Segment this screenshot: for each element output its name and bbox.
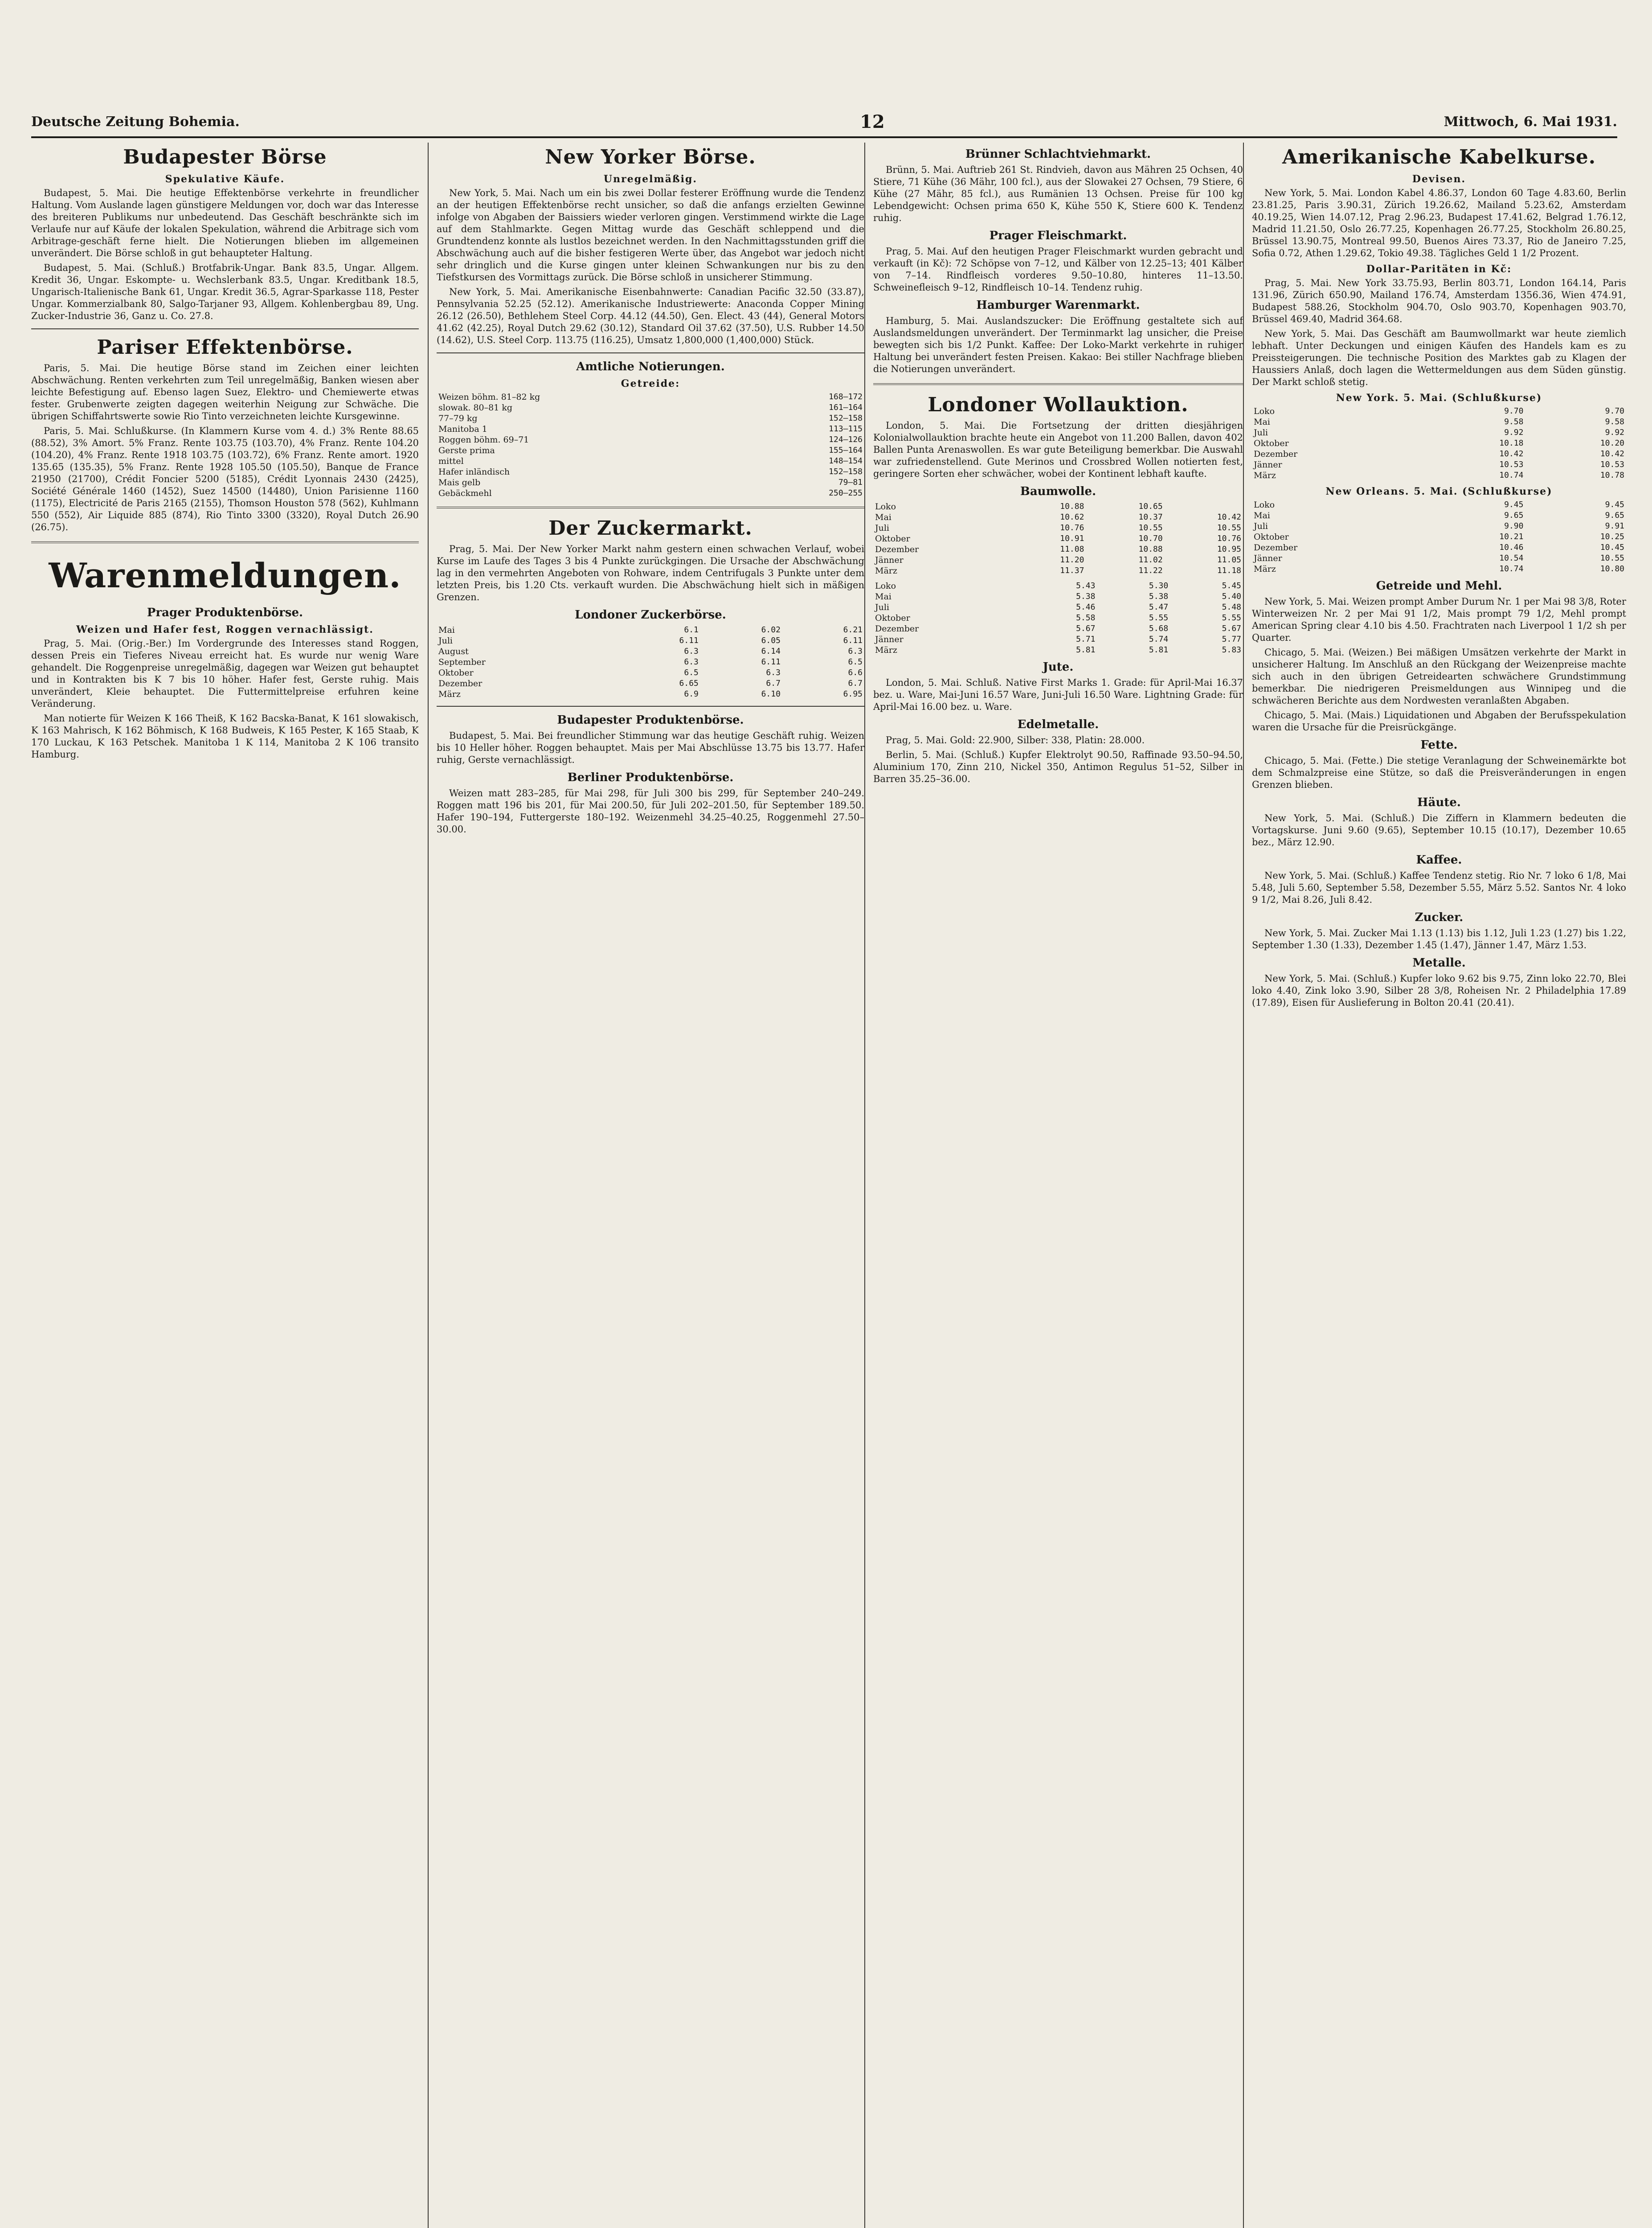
- row-value: 79–81: [838, 478, 863, 487]
- row-label: Oktober: [438, 668, 474, 678]
- table-row: [1252, 449, 1626, 459]
- row-value: 10.74: [1499, 564, 1524, 573]
- row-value: 5.68: [1149, 624, 1169, 633]
- table-row: [1252, 564, 1626, 574]
- table-row: [437, 689, 864, 700]
- table-row: [437, 413, 864, 424]
- row-label: Juli: [1254, 521, 1268, 531]
- row-value: 10.18: [1499, 438, 1524, 448]
- row-value: 11.18: [1217, 566, 1241, 575]
- row-label: Loko: [1254, 406, 1275, 416]
- page-number: 12: [860, 111, 885, 132]
- row-value: 11.08: [1060, 545, 1084, 554]
- table-row: [1252, 427, 1626, 438]
- wollauktion-report: London, 5. Mai. Die Fortsetzung der dritten diesjährigen Kolonialwollauktion brachte heute ein Angebot von 11.200 Ballen, davon 402 Ballen Punta Arenaswollen. Es war gute Beteiligung bemerkbar. Die Auswahl war zufriedenstellend. Gute Merinos und Crossbred Wollen notierten fest, geringere Sorten eher schwächer, wobei der Kontinent lebhaft kaufte.: [873, 420, 1243, 479]
- fleischmarkt-title: Prager Fleischmarkt.: [989, 229, 1127, 242]
- row-value: 9.92: [1605, 428, 1624, 437]
- row-value: 6.7: [848, 679, 863, 688]
- table-row: [1252, 510, 1626, 521]
- budapest-boerse-title: Budapester Börse: [123, 146, 327, 168]
- row-value: 6.02: [761, 625, 781, 635]
- row-value: 5.58: [1076, 613, 1096, 623]
- chicago-mais-report: Chicago, 5. Mai. (Mais.) Liquidationen und Abgaben der Berufsspekulation waren die Ursache für die Preisrückgänge.: [1252, 710, 1626, 733]
- row-value: 6.3: [848, 647, 863, 656]
- chicago-weizen-report: Chicago, 5. Mai. (Weizen.) Bei mäßigen Umsätzen verkehrte der Markt in unsicherer Haltung. Im Anschluß an den Rückgang der Weizenpreise machte sich auch in den übrigen Getreidearten schwächere Grundstimmung bemerkbar. Die niedrigeren Preismeldungen aus Winnipeg und die schwächeren Berichte aus dem Nordwesten veranlaßten Abgaben.: [1252, 647, 1626, 706]
- row-value: 5.55: [1149, 613, 1169, 623]
- berliner-produktenboerse-report: Weizen matt 283–285, für Mai 298, für Juli 300 bis 299, für September 240–249. Roggen matt 196 bis 201, für Mai 200.50, für Juli 202–201.50, für September 189.50. Hafer 190–194, Futtergerste 180–192. Weizenmehl 34.25–40.25, Roggenmehl 27.50–30.00.: [437, 788, 864, 835]
- ny-baumwolle-table: [1252, 406, 1626, 481]
- row-value: 5.43: [1076, 581, 1096, 590]
- divider: [437, 352, 864, 353]
- row-value: 9.92: [1504, 428, 1524, 437]
- budapester-produktenboerse-report: Budapest, 5. Mai. Bei freundlicher Stimmung war das heutige Geschäft ruhig. Weizen bis 10 Heller höher. Roggen behauptet. Mais per Mai Abschlüsse 13.75 bis 13.77. Hafer ruhig, Gerste vernachlässigt.: [437, 730, 864, 765]
- row-value: 9.70: [1504, 406, 1524, 416]
- row-value: 6.14: [761, 647, 781, 656]
- row-value: 11.05: [1217, 555, 1241, 565]
- table-row: [437, 657, 864, 668]
- row-label: Roggen böhm. 69–71: [438, 435, 529, 445]
- row-label: mittel: [438, 456, 464, 466]
- table-row: [1252, 542, 1626, 553]
- row-label: Gerste prima: [438, 446, 495, 455]
- row-label: März: [1254, 564, 1276, 574]
- row-value: 10.80: [1600, 564, 1624, 573]
- table-row: [873, 512, 1243, 523]
- row-value: 6.7: [766, 679, 781, 688]
- row-value: 10.95: [1217, 545, 1241, 554]
- table-row: [437, 635, 864, 646]
- haeute-report: New York, 5. Mai. (Schluß.) Die Ziffern in Klammern bedeuten die Vortagskurse. Juni 9.60 (9.65), September 10.15 (10.17), Dezember 10.65 bez., März 12.90.: [1252, 813, 1626, 848]
- getreide-table: [437, 392, 864, 499]
- row-value: 10.65: [1138, 502, 1163, 511]
- row-value: 11.37: [1060, 566, 1084, 575]
- column-4: [1243, 143, 1626, 2228]
- table-row: [873, 501, 1243, 512]
- divider: [437, 706, 864, 707]
- haeute-title: Häute.: [1417, 796, 1461, 809]
- row-value: 6.5: [848, 657, 863, 667]
- table-row: [873, 555, 1243, 565]
- row-value: 6.3: [684, 647, 699, 656]
- edelmetalle-title: Edelmetalle.: [1017, 718, 1099, 731]
- row-label: Loko: [875, 502, 896, 512]
- row-label: Juli: [438, 636, 453, 646]
- row-label: August: [438, 647, 469, 656]
- dollar-paritaeten-label: Dollar-Paritäten in Kč:: [1366, 263, 1512, 275]
- row-label: Mais gelb: [438, 478, 481, 487]
- row-value: 5.81: [1076, 645, 1096, 655]
- getreide-label: Getreide:: [621, 378, 680, 389]
- table-row: [437, 392, 864, 402]
- table-row: [437, 467, 864, 477]
- row-label: Dezember: [1254, 449, 1298, 459]
- row-value: 9.65: [1605, 511, 1624, 520]
- row-label: September: [438, 657, 486, 667]
- table-row: [1252, 438, 1626, 449]
- schlachtviehmarkt-report: Brünn, 5. Mai. Auftrieb 261 St. Rindvieh, davon aus Mähren 25 Ochsen, 40 Stiere, 71 Kühe (36 Mähr, 100 fcl.), aus der Slowakei 27 Ochsen, 79 Stiere, 6 Kühe (27 Mähr, 85 fcl.), aus Rumänien 13 Ochsen. Preise für 100 kg Lebendgewicht: Ochsen prima 650 K, Kühe 550 K, Stiere 600 K. Tendenz ruhig.: [873, 164, 1243, 223]
- row-label: Mai: [1254, 417, 1270, 427]
- row-value: 6.6: [848, 668, 863, 677]
- new-orleans-table: [1252, 500, 1626, 574]
- row-value: 6.95: [843, 689, 863, 699]
- divider: [437, 507, 864, 508]
- row-value: 124–126: [829, 435, 863, 444]
- paris-quotes: Paris, 5. Mai. Schlußkurse. (In Klammern Kurse vom 4. d.) 3% Rente 88.65 (88.52), 3% Amort. 5% Franz. Rente 103.75 (103.70), 4% Franz. Rente 104.20 (104.20), 4% Franz. Rente 1918 103.75 (103.72), 6% Franz. Rente amort. 1920 135.65 (135.35), 5% Franz. Rente 1928 105.50 (105.50), Banque de France 21950 (21700), Crédit Foncier 5200 (5185), Crédit Lyonnais 2430 (2425), Société Générale 1460 (1452), Suez 14500 (14480), Union Parisienne 1160 (1175), Electricité de Paris 2165 (2155), Thomson Houston 578 (562), Kuhlmann 550 (552), Air Liquide 885 (874), Rio Tinto 3300 (3320), Royal Dutch 26.90 (26.75).: [31, 426, 419, 532]
- row-label: März: [875, 566, 897, 576]
- fette-report: Chicago, 5. Mai. (Fette.) Die stetige Veranlagung der Schweinemärkte bot dem Schmalzpreise eine Stütze, so daß die Preisveränderungen in engen Grenzen blieben.: [1252, 755, 1626, 790]
- row-label: Hafer inländisch: [438, 467, 510, 477]
- row-label: Weizen böhm. 81–82 kg: [438, 392, 540, 402]
- row-label: Gebäckmehl: [438, 488, 492, 498]
- row-value: 9.91: [1605, 521, 1624, 531]
- wollauktion-title: Londoner Wollauktion.: [928, 393, 1189, 416]
- schlachtviehmarkt-title: Brünner Schlachtviehmarkt.: [965, 147, 1151, 161]
- masthead: Deutsche Zeitung Bohemia.: [31, 114, 240, 130]
- kaffee-report: New York, 5. Mai. (Schluß.) Kaffee Tendenz stetig. Rio Nr. 7 loko 6 1/8, Mai 5.48, Juli 5.60, September 5.58, Dezember 5.55, März 5.52. Santos Nr. 4 loko 9 1/2, Mai 8.26, Juli 8.42.: [1252, 870, 1626, 905]
- row-label: Dezember: [1254, 543, 1298, 553]
- table-row: [437, 488, 864, 499]
- kaffee-title: Kaffee.: [1416, 853, 1462, 867]
- row-label: Loko: [875, 581, 896, 591]
- row-value: 10.74: [1499, 471, 1524, 480]
- row-value: 5.47: [1149, 602, 1169, 612]
- hamburger-warenmarkt-report: Hamburg, 5. Mai. Auslandszucker: Die Eröffnung gestaltete sich auf Auslandsmeldungen unverändert. Der Terminmarkt lag unsicher, die Preise bewegten sich bis 1/2 Punkt. Kaffee: Der Loko-Markt verkehrte in ruhiger Haltung bei unverändert festen Preisen. Kakao: Bei stiller Nachfrage blieben die Notierungen unverändert.: [873, 315, 1243, 374]
- row-value: 11.22: [1138, 566, 1163, 575]
- row-value: 9.58: [1605, 417, 1624, 426]
- row-value: 10.46: [1499, 543, 1524, 552]
- row-value: 5.71: [1076, 635, 1096, 644]
- kabelkurse-title: Amerikanische Kabelkurse.: [1282, 146, 1596, 168]
- prager-produktenboerse-title: Prager Produktenbörse.: [147, 606, 303, 619]
- row-label: Loko: [1254, 500, 1275, 510]
- table-row: [873, 565, 1243, 576]
- column-1: [31, 143, 419, 2228]
- row-value: 6.11: [761, 657, 781, 667]
- row-value: 10.53: [1499, 460, 1524, 469]
- row-value: 5.67: [1222, 624, 1241, 633]
- row-label: Manitoba 1: [438, 424, 487, 434]
- divider: [31, 328, 419, 329]
- table-row: [437, 445, 864, 456]
- row-label: Oktober: [1254, 438, 1289, 448]
- row-value: 11.20: [1060, 555, 1084, 565]
- table-row: [873, 581, 1243, 591]
- table-row: [1252, 459, 1626, 470]
- row-value: 10.55: [1138, 523, 1163, 532]
- row-label: Juli: [1254, 428, 1268, 438]
- row-label: Oktober: [1254, 532, 1289, 542]
- berlin-metalle-report: Berlin, 5. Mai. (Schluß.) Kupfer Elektrolyt 90.50, Raffinade 93.50–94.50, Aluminium 170, Zinn 210, Nickel 350, Antimon Regulus 51–52, Silber in Barren 35.25–36.00.: [873, 749, 1243, 784]
- paris-report: Paris, 5. Mai. Die heutige Börse stand im Zeichen einer leichten Abschwächung. Renten verkehrten zum Teil unregelmäßig, Banken wiesen aber leichte Befestigung auf. Ebenso lagen Suez, Elektro- und Chemiewerte etwas fester. Grubenwerte zeigten dagegen weiterhin Neigung zur Schwäche. Die übrigen Schiffahrtswerte sowie Rio Tinto verzeichneten leichte Kursgewinne.: [31, 363, 419, 422]
- budapester-produktenboerse-title: Budapester Produktenbörse.: [557, 713, 744, 727]
- row-value: 6.3: [684, 657, 699, 667]
- row-value: 113–115: [829, 424, 863, 434]
- baumwolle-ny-report: New York, 5. Mai. Das Geschäft am Baumwollmarkt war heute ziemlich lebhaft. Unter Deckungen und einigen Käufen des Handels kam es zu Preissteigerungen. Die technische Position des Marktes gab zu Klagen der Haussiers Anlaß, doch lagen die Wettermeldungen aus dem Süden günstig. Der Markt schloß stetig.: [1252, 328, 1626, 387]
- row-label: slowak. 80–81 kg: [438, 403, 513, 413]
- budapest-quotes: Budapest, 5. Mai. (Schluß.) Brotfabrik-Ungar. Bank 83.5, Ungar. Allgem. Kredit 36, Ungar. Eskompte- u. Wechslerbank 83.5, Ungar. Kreditbank 18.5, Ungarisch-Italienische Bank 61, Ungar. Kredit 36.5, Agrar-Sparkasse 118, Pester Ungar. Kommerzialbank 80, Salgo-Tarjaner 93, Allgem. Kohlenbergbau 89, Ung. Zucker-Industrie 36, Ganz u. Co. 27.8.: [31, 262, 419, 321]
- getreide-mehl-title: Getreide und Mehl.: [1376, 579, 1502, 593]
- row-value: 10.21: [1499, 532, 1524, 541]
- row-value: 5.55: [1222, 613, 1241, 623]
- table-row: [1252, 553, 1626, 564]
- table-row: [437, 646, 864, 657]
- row-value: 10.76: [1060, 523, 1084, 532]
- hamburger-warenmarkt-title: Hamburger Warenmarkt.: [976, 299, 1140, 312]
- row-value: 10.37: [1138, 512, 1163, 522]
- budapest-subtitle: Spekulative Käufe.: [165, 173, 285, 185]
- row-value: 148–154: [829, 456, 863, 466]
- row-value: 10.54: [1499, 553, 1524, 563]
- new-york-stocks: New York, 5. Mai. Amerikanische Eisenbahnwerte: Canadian Pacific 32.50 (33.87), Pennsylvania 52.25 (52.12). Amerikanische Industriewerte: Anaconda Copper Mining 26.12 (26.50), Bethlehem Steel Corp. 44.12 (44.50), Gen. Elect. 43 (44), General Motors 41.62 (42.25), Royal Dutch 29.62 (30.12), Standard Oil 37.62 (37.50), U.S. Rubber 14.50 (14.62), U.S. Steel Corp. 113.75 (116.25), Umsatz 1,800,000 (1,400,000) Stück.: [437, 287, 864, 345]
- row-label: Oktober: [875, 613, 910, 623]
- row-value: 5.38: [1149, 592, 1169, 601]
- warenmeldungen-title: Warenmeldungen.: [49, 556, 401, 595]
- prager-produktenboerse-sub: Weizen und Hafer fest, Roggen vernachlässigt.: [76, 624, 374, 635]
- baumwolle-title: Baumwolle.: [1020, 485, 1096, 498]
- zuckermarkt-title: Der Zuckermarkt.: [548, 517, 752, 540]
- jute-title: Jute.: [1043, 660, 1074, 674]
- metalle-title: Metalle.: [1412, 956, 1466, 970]
- devisen-report: New York, 5. Mai. London Kabel 4.86.37, London 60 Tage 4.83.60, Berlin 23.81.25, Paris 3.90.31, Zürich 19.26.62, Mailand 5.23.62, Amsterdam 40.19.25, Wien 14.07.12, Prag 2.96.23, Budapest 17.41.62, Belgrad 1.76.12, Madrid 11.21.50, Oslo 26.77.25, Kopenhagen 26.77.25, Stockholm 26.80.25, Brüssel 13.90.75, Montreal 99.50, Buenos Aires 73.37, Rio de Janeiro 7.25, Sofia 0.72, Athen 1.29.62, Tokio 49.38. Tägliches Geld 1 1/2 Prozent.: [1252, 188, 1626, 258]
- row-value: 155–164: [829, 446, 863, 455]
- row-label: Mai: [438, 625, 455, 635]
- devisen-label: Devisen.: [1412, 173, 1466, 185]
- dollar-paritaeten-report: Prag, 5. Mai. New York 33.75.93, Berlin 803.71, London 164.14, Paris 131.96, Zürich 650.90, Mailand 176.74, Amsterdam 1356.36, Wien 474.91, Budapest 588.26, Stockholm 904.70, Oslo 903.70, Kopenhagen 903.70, Brüssel 469.40, Madrid 364.68.: [1252, 278, 1626, 324]
- divider: [31, 541, 419, 543]
- table-row: [437, 434, 864, 445]
- liverpool-baumwolle-table: [873, 581, 1243, 655]
- row-value: 9.90: [1504, 521, 1524, 531]
- row-label: Dezember: [875, 624, 919, 634]
- row-value: 168–172: [829, 392, 863, 401]
- row-value: 5.81: [1149, 645, 1169, 655]
- table-row: [1252, 521, 1626, 532]
- row-value: 10.70: [1138, 534, 1163, 543]
- metalle-report: New York, 5. Mai. (Schluß.) Kupfer loko 9.62 bis 9.75, Zinn loko 22.70, Blei loko 4.40, Zink loko 3.90, Silber 28 3/8, Roheisen Nr. 2 Philadelphia 17.89 (17.89), Eisen für Auslieferung in Bolton 20.41 (20.41).: [1252, 973, 1626, 1008]
- getreide-mehl-report: New York, 5. Mai. Weizen prompt Amber Durum Nr. 1 per Mai 98 3/8, Roter Winterweizen Nr. 2 per Mai 91 1/2, Mais prompt 79 1/2, Mehl prompt American Spring clear 4.10 bis 4.50. Frachtraten nach Liverpool 1 1/2 sh per Quarter.: [1252, 596, 1626, 643]
- row-value: 6.10: [761, 689, 781, 699]
- row-value: 161–164: [829, 403, 863, 412]
- row-value: 9.45: [1504, 500, 1524, 509]
- row-value: 6.21: [843, 625, 863, 635]
- london-zucker-table: [437, 625, 864, 700]
- row-value: 10.45: [1600, 543, 1624, 552]
- bremen-baumwolle-table: [873, 501, 1243, 576]
- table-row: [1252, 470, 1626, 481]
- row-value: 5.46: [1076, 602, 1096, 612]
- row-value: 152–158: [829, 414, 863, 423]
- table-row: [873, 634, 1243, 645]
- row-value: 10.91: [1060, 534, 1084, 543]
- jute-report: London, 5. Mai. Schluß. Native First Marks 1. Grade: für April-Mai 16.37 bez. u. Ware, Mai-Juni 16.57 Ware, Juni-Juli 16.50 Ware. Lightning Grade: für April-Mai 16.00 bez. u. Ware.: [873, 677, 1243, 712]
- row-value: 11.02: [1138, 555, 1163, 565]
- row-label: März: [1254, 471, 1276, 480]
- row-value: 6.3: [766, 668, 781, 677]
- row-value: 10.55: [1600, 553, 1624, 563]
- zucker-title: Zucker.: [1415, 911, 1464, 924]
- row-value: 5.83: [1222, 645, 1241, 655]
- row-label: Oktober: [875, 534, 910, 544]
- row-value: 6.9: [684, 689, 699, 699]
- row-value: 250–255: [829, 488, 863, 498]
- row-value: 10.62: [1060, 512, 1084, 522]
- row-value: 5.48: [1222, 602, 1241, 612]
- fette-title: Fette.: [1420, 738, 1458, 752]
- edelmetalle-report: Prag, 5. Mai. Gold: 22.900, Silber: 338, Platin: 28.000.: [886, 735, 1145, 745]
- table-row: [873, 623, 1243, 634]
- row-value: 9.65: [1504, 511, 1524, 520]
- row-value: 10.42: [1217, 512, 1241, 522]
- row-value: 10.25: [1600, 532, 1624, 541]
- new-york-report: New York, 5. Mai. Nach um ein bis zwei Dollar festerer Eröffnung wurde die Tendenz an der heutigen Effektenbörse recht unsicher, so daß die anfangs erzielten Gewinne infolge von Abgaben der Baissiers wieder verloren gingen. Verstimmend wirkte die Lage auf dem Stahlmarkte. Gegen Mittag wurde das Geschäft schleppend und die Grundtendenz konnte als lustlos bezeichnet werden. In den Nachmittagsstunden griff die Abschwächung auch auf die bisher festigeren Werte über, das Angebot war jedoch nicht sehr dringlich und die Kurse gingen unter kleinen Schwankungen nur bis zu den Tiefstkursen des Vormittags zurück. Die Börse schloß in unsicherer Stimmung.: [437, 188, 864, 283]
- new-york-boerse-title: New Yorker Börse.: [545, 146, 756, 168]
- table-row: [873, 645, 1243, 655]
- row-value: 9.70: [1605, 406, 1624, 416]
- new-orleans-label: New Orleans. 5. Mai. (Schlußkurse): [1325, 486, 1553, 497]
- row-value: 6.11: [843, 636, 863, 645]
- row-value: 10.53: [1600, 460, 1624, 469]
- row-label: Mai: [875, 512, 891, 522]
- row-value: 10.42: [1499, 449, 1524, 459]
- londoner-zuckerboerse-title: Londoner Zuckerbörse.: [575, 608, 726, 622]
- row-value: 10.78: [1600, 471, 1624, 480]
- table-row: [1252, 417, 1626, 427]
- row-label: Jänner: [1254, 460, 1282, 470]
- paris-boerse-title: Pariser Effektenbörse.: [97, 336, 353, 359]
- row-value: 9.58: [1504, 417, 1524, 426]
- zuckermarkt-report: Prag, 5. Mai. Der New Yorker Markt nahm gestern einen schwachen Verlauf, wobei Kurse im Laufe des Tages 3 bis 4 Punkte zurückgingen. Die Ursache der Abschwächung lag in den vermehrten Angeboten von Rohware, indem Centrifugals 3 Punkte unter dem letzten Preis, bis 1.20 Cts. verkauft wurden. Die Abschwächung hielt sich in mäßigen Grenzen.: [437, 544, 864, 602]
- table-row: [437, 477, 864, 488]
- table-row: [1252, 532, 1626, 542]
- row-value: 5.45: [1222, 581, 1241, 590]
- row-label: Dezember: [438, 679, 483, 688]
- row-value: 5.74: [1149, 635, 1169, 644]
- row-value: 6.65: [679, 679, 699, 688]
- table-row: [873, 544, 1243, 555]
- row-value: 6.1: [684, 625, 699, 635]
- row-label: März: [438, 689, 461, 699]
- divider: [873, 383, 1243, 385]
- row-value: 10.88: [1060, 502, 1084, 511]
- row-value: 10.42: [1600, 449, 1624, 459]
- row-value: 10.20: [1600, 438, 1624, 448]
- row-label: Mai: [1254, 511, 1270, 520]
- table-row: [437, 456, 864, 467]
- page-header: [31, 111, 1617, 138]
- row-value: 5.40: [1222, 592, 1241, 601]
- row-value: 5.77: [1222, 635, 1241, 644]
- table-row: [873, 523, 1243, 533]
- row-value: 9.45: [1605, 500, 1624, 509]
- table-row: [437, 424, 864, 434]
- row-value: 10.88: [1138, 545, 1163, 554]
- fleischmarkt-report: Prag, 5. Mai. Auf den heutigen Prager Fleischmarkt wurden gebracht und verkauft (in Kč): 72 Schöpse von 7–12, und Kälber von 12.25–13; 401 Kälber von 7–14. Rindfleisch vorderes 9.50–10.80, hinteres 11–13.50. Schweinefleisch 9–12, Rindfleisch 10–14. Tendenz ruhig.: [873, 246, 1243, 293]
- prager-produktenboerse-report: Prag, 5. Mai. (Orig.-Ber.) Im Vordergrunde des Interesses stand Roggen, dessen Preis ein Tieferes Niveau erreicht hat. Es wurde nur wenig Ware gehandelt. Die Roggenpreise unregelmäßig, dagegen war Weizen gut behauptet und in Kontrakten bis K 7 bis 10 höher. Hafer fest, Gerste ruhig. Mais unverändert, Kleie behauptet. Die Futtermittelpreise erfuhren keine Veränderung.: [31, 638, 419, 709]
- table-row: [437, 625, 864, 635]
- row-value: [1165, 501, 1243, 512]
- column-3: [864, 143, 1243, 2228]
- table-row: [873, 613, 1243, 623]
- row-label: Jänner: [875, 555, 904, 565]
- row-label: Jänner: [875, 635, 904, 644]
- table-row: [873, 533, 1243, 544]
- row-label: Mai: [875, 592, 891, 602]
- amtliche-notierungen-title: Amtliche Notierungen.: [576, 360, 725, 373]
- prager-produktenboerse-quotes: Man notierte für Weizen K 166 Theiß, K 162 Bacska-Banat, K 161 slowakisch, K 163 Mahrisch, K 162 Böhmisch, K 168 Budweis, K 165 Pester, K 165 Staab, K 170 Luckau, K 163 Petschek. Manitoba 1 K 114, Manitoba 2 K 106 transito Hamburg.: [31, 713, 419, 760]
- row-value: 5.30: [1149, 581, 1169, 590]
- issue-date: Mittwoch, 6. Mai 1931.: [1443, 114, 1617, 130]
- table-row: [873, 602, 1243, 613]
- berliner-produktenboerse-title: Berliner Produktenbörse.: [567, 771, 734, 784]
- table-row: [437, 668, 864, 678]
- row-value: 152–158: [829, 467, 863, 476]
- new-york-subtitle: Unregelmäßig.: [603, 173, 698, 185]
- row-label: 77–79 kg: [438, 414, 478, 423]
- row-value: 10.55: [1217, 523, 1241, 532]
- row-value: 5.67: [1076, 624, 1096, 633]
- row-label: Juli: [875, 602, 890, 612]
- row-label: Dezember: [875, 545, 919, 554]
- row-label: Juli: [875, 523, 890, 533]
- zucker-report: New York, 5. Mai. Zucker Mai 1.13 (1.13) bis 1.12, Juli 1.23 (1.27) bis 1.22, September 1.30 (1.33), Dezember 1.45 (1.47), Jänner 1.47, März 1.53.: [1252, 928, 1626, 950]
- row-value: 6.05: [761, 636, 781, 645]
- row-value: 6.5: [684, 668, 699, 677]
- table-row: [437, 402, 864, 413]
- row-value: 6.11: [679, 636, 699, 645]
- ny-baumwolle-label: New York. 5. Mai. (Schlußkurse): [1336, 392, 1542, 404]
- budapest-report: Budapest, 5. Mai. Die heutige Effektenbörse verkehrte in freundlicher Haltung. Vom Auslande lagen günstigere Meldungen vor, doch war das Interesse des breiteren Publikums nur unbedeutend. Das Geschäft beschränkte sich im Verlaufe nur auf Käufe der lokalen Spekulation, während die Arbitrage sich vom Arbitrage-geschäft ferne hielt. Die Notierungen blieben im allgemeinen unverändert. Die Börse schloß in gut behaupteter Haltung.: [31, 188, 419, 258]
- row-value: 5.38: [1076, 592, 1096, 601]
- row-value: 10.76: [1217, 534, 1241, 543]
- table-row: [1252, 406, 1626, 417]
- table-row: [1252, 500, 1626, 510]
- column-2: [428, 143, 864, 2228]
- row-label: Jänner: [1254, 553, 1282, 563]
- table-row: [873, 591, 1243, 602]
- row-label: März: [875, 645, 897, 655]
- table-row: [437, 678, 864, 689]
